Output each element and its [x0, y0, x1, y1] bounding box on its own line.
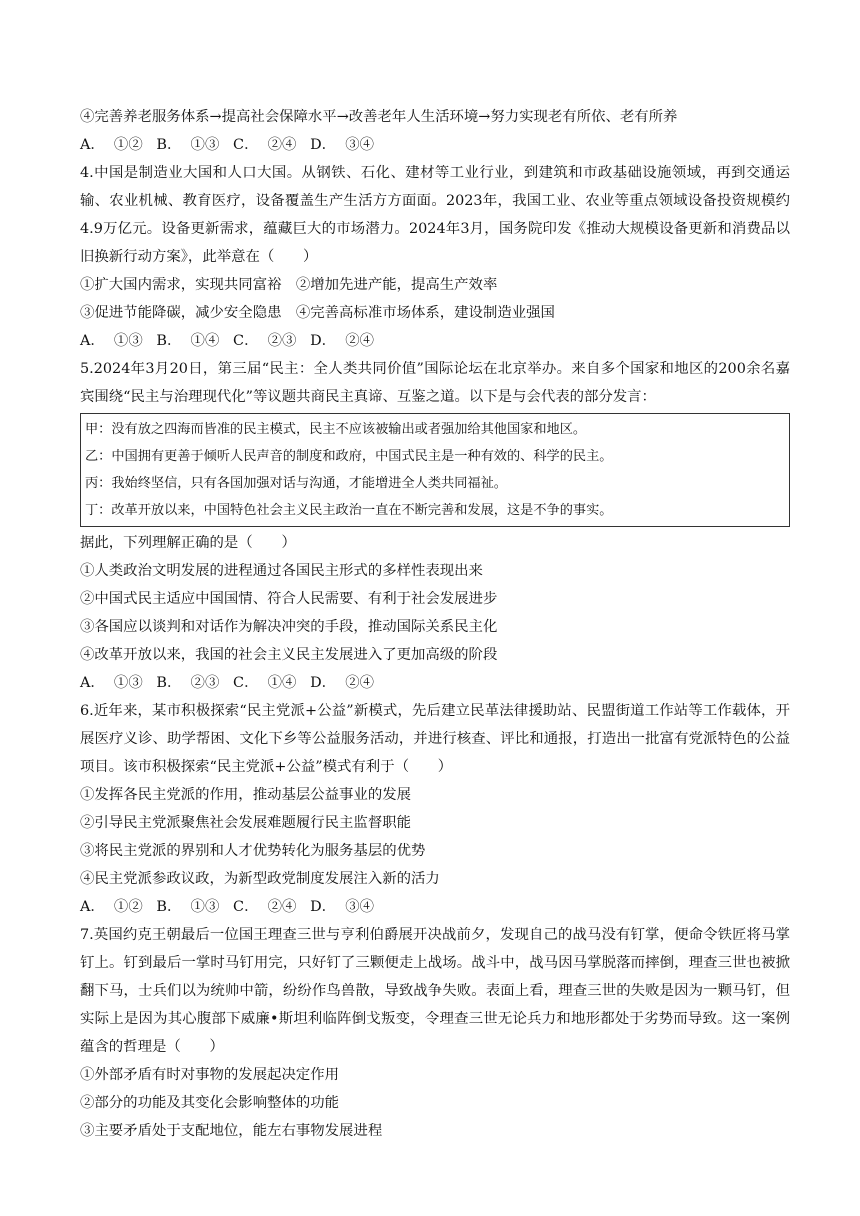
page-content: [80, 103, 790, 1145]
q5-item-2: ②中国式民主适应中国国情、符合人民需要、有利于社会发展进步: [80, 591, 498, 607]
q5-question: 据此，下列理解正确的是（ ）: [80, 535, 296, 551]
q5-quote-bing: 丙：我始终坚信，只有各国加强对话与沟通，才能增进全人类共同福祉。: [85, 476, 507, 491]
q4-stem: 4.中国是制造业大国和人口大国。从钢铁、石化、建材等工业行业，到建筑和市政基础设施领域，再到交通运输、农业机械、教育医疗，设备覆盖生产生活方方面面。2023年，我国工业、农业等重点领域设备投资规模约4.9万亿元。设备更新需求，蕴藏巨大的市场潜力。2024年3月，国务院印发《推动大规模设备更新和消费品以旧换新行动方案》，此举意在（ ）: [80, 165, 790, 265]
q5-item-4: ④改革开放以来，我国的社会主义民主发展进入了更加高级的阶段: [80, 647, 498, 663]
q5-quote-yi: 乙：中国拥有更善于倾听人民声音的制度和政府，中国式民主是一种有效的、科学的民主。: [85, 449, 613, 464]
q6-options: A． ①② B． ①③ C． ②④ D． ③④: [80, 899, 374, 915]
q6-item-3: ③将民主党派的界别和人才优势转化为服务基层的优势: [80, 843, 426, 859]
q3-options: A． ①② B． ①③ C． ②④ D． ③④: [80, 137, 374, 153]
q5-item-1: ①人类政治文明发展的进程通过各国民主形式的多样性表现出来: [80, 563, 483, 579]
q7-item-1: ①外部矛盾有时对事物的发展起决定作用: [80, 1067, 340, 1083]
q6-stem: 6.近年来，某市积极探索“民主党派+公益”新模式，先后建立民革法律援助站、民盟街道工作站等工作载体，开展医疗义诊、助学帮困、文化下乡等公益服务活动，并进行核查、评比和通报，打造出一批富有党派特色的公益项目。该市积极探索“民主党派+公益”模式有利于（ ）: [80, 703, 790, 775]
q6-item-4: ④民主党派参政议政，为新型政党制度发展注入新的活力: [80, 871, 440, 887]
q3-item-4: ④完善养老服务体系→提高社会保障水平→改善老年人生活环境→努力实现老有所依、老有所养: [80, 109, 678, 125]
q5-options: A． ①③ B． ②③ C． ①④ D． ②④: [80, 675, 374, 691]
q5-quote-ding: 丁：改革开放以来，中国特色社会主义民主政治一直在不断完善和发展，这是不争的事实。: [85, 503, 613, 518]
q5-quote-jia: 甲：没有放之四海而皆准的民主模式，民主不应该被输出或者强加给其他国家和地区。: [85, 422, 587, 437]
q4-items-row-2: ③促进节能降碳，减少安全隐患 ④完善高标准市场体系，建设制造业强国: [80, 305, 555, 321]
q5-quote-box: [80, 413, 790, 527]
q6-item-1: ①发挥各民主党派的作用，推动基层公益事业的发展: [80, 787, 411, 803]
q7-item-3: ③主要矛盾处于支配地位，能左右事物发展进程: [80, 1123, 383, 1139]
q7-stem: 7.英国约克王朝最后一位国王理查三世与亨利伯爵展开决战前夕，发现自己的战马没有钉掌，便命令铁匠将马掌钉上。钉到最后一掌时马钉用完，只好钉了三颗便走上战场。战斗中，战马因马掌脱落而摔倒，理查三世也被掀翻下马，士兵们以为统帅中箭，纷纷作鸟兽散，导致战争失败。表面上看，理查三世的失败是因为一颗马钉，但实际上是因为其心腹部下威廉•斯坦利临阵倒戈叛变，令理查三世无论兵力和地形都处于劣势而导致。这一案例蕴含的哲理是（ ）: [80, 927, 790, 1055]
q6-item-2: ②引导民主党派聚焦社会发展难题履行民主监督职能: [80, 815, 411, 831]
q4-options: A． ①③ B． ①④ C． ②③ D． ②④: [80, 333, 374, 349]
q5-stem: 5.2024年3月20日，第三届“民主：全人类共同价值”国际论坛在北京举办。来自多个国家和地区的200余名嘉宾围绕“民主与治理现代化”等议题共商民主真谛、互鉴之道。以下是与会代表的部分发言：: [80, 361, 790, 405]
q7-item-2: ②部分的功能及其变化会影响整体的功能: [80, 1095, 340, 1111]
q5-item-3: ③各国应以谈判和对话作为解决冲突的手段，推动国际关系民主化: [80, 619, 498, 635]
q4-items-row-1: ①扩大国内需求，实现共同富裕 ②增加先进产能，提高生产效率: [80, 277, 498, 293]
